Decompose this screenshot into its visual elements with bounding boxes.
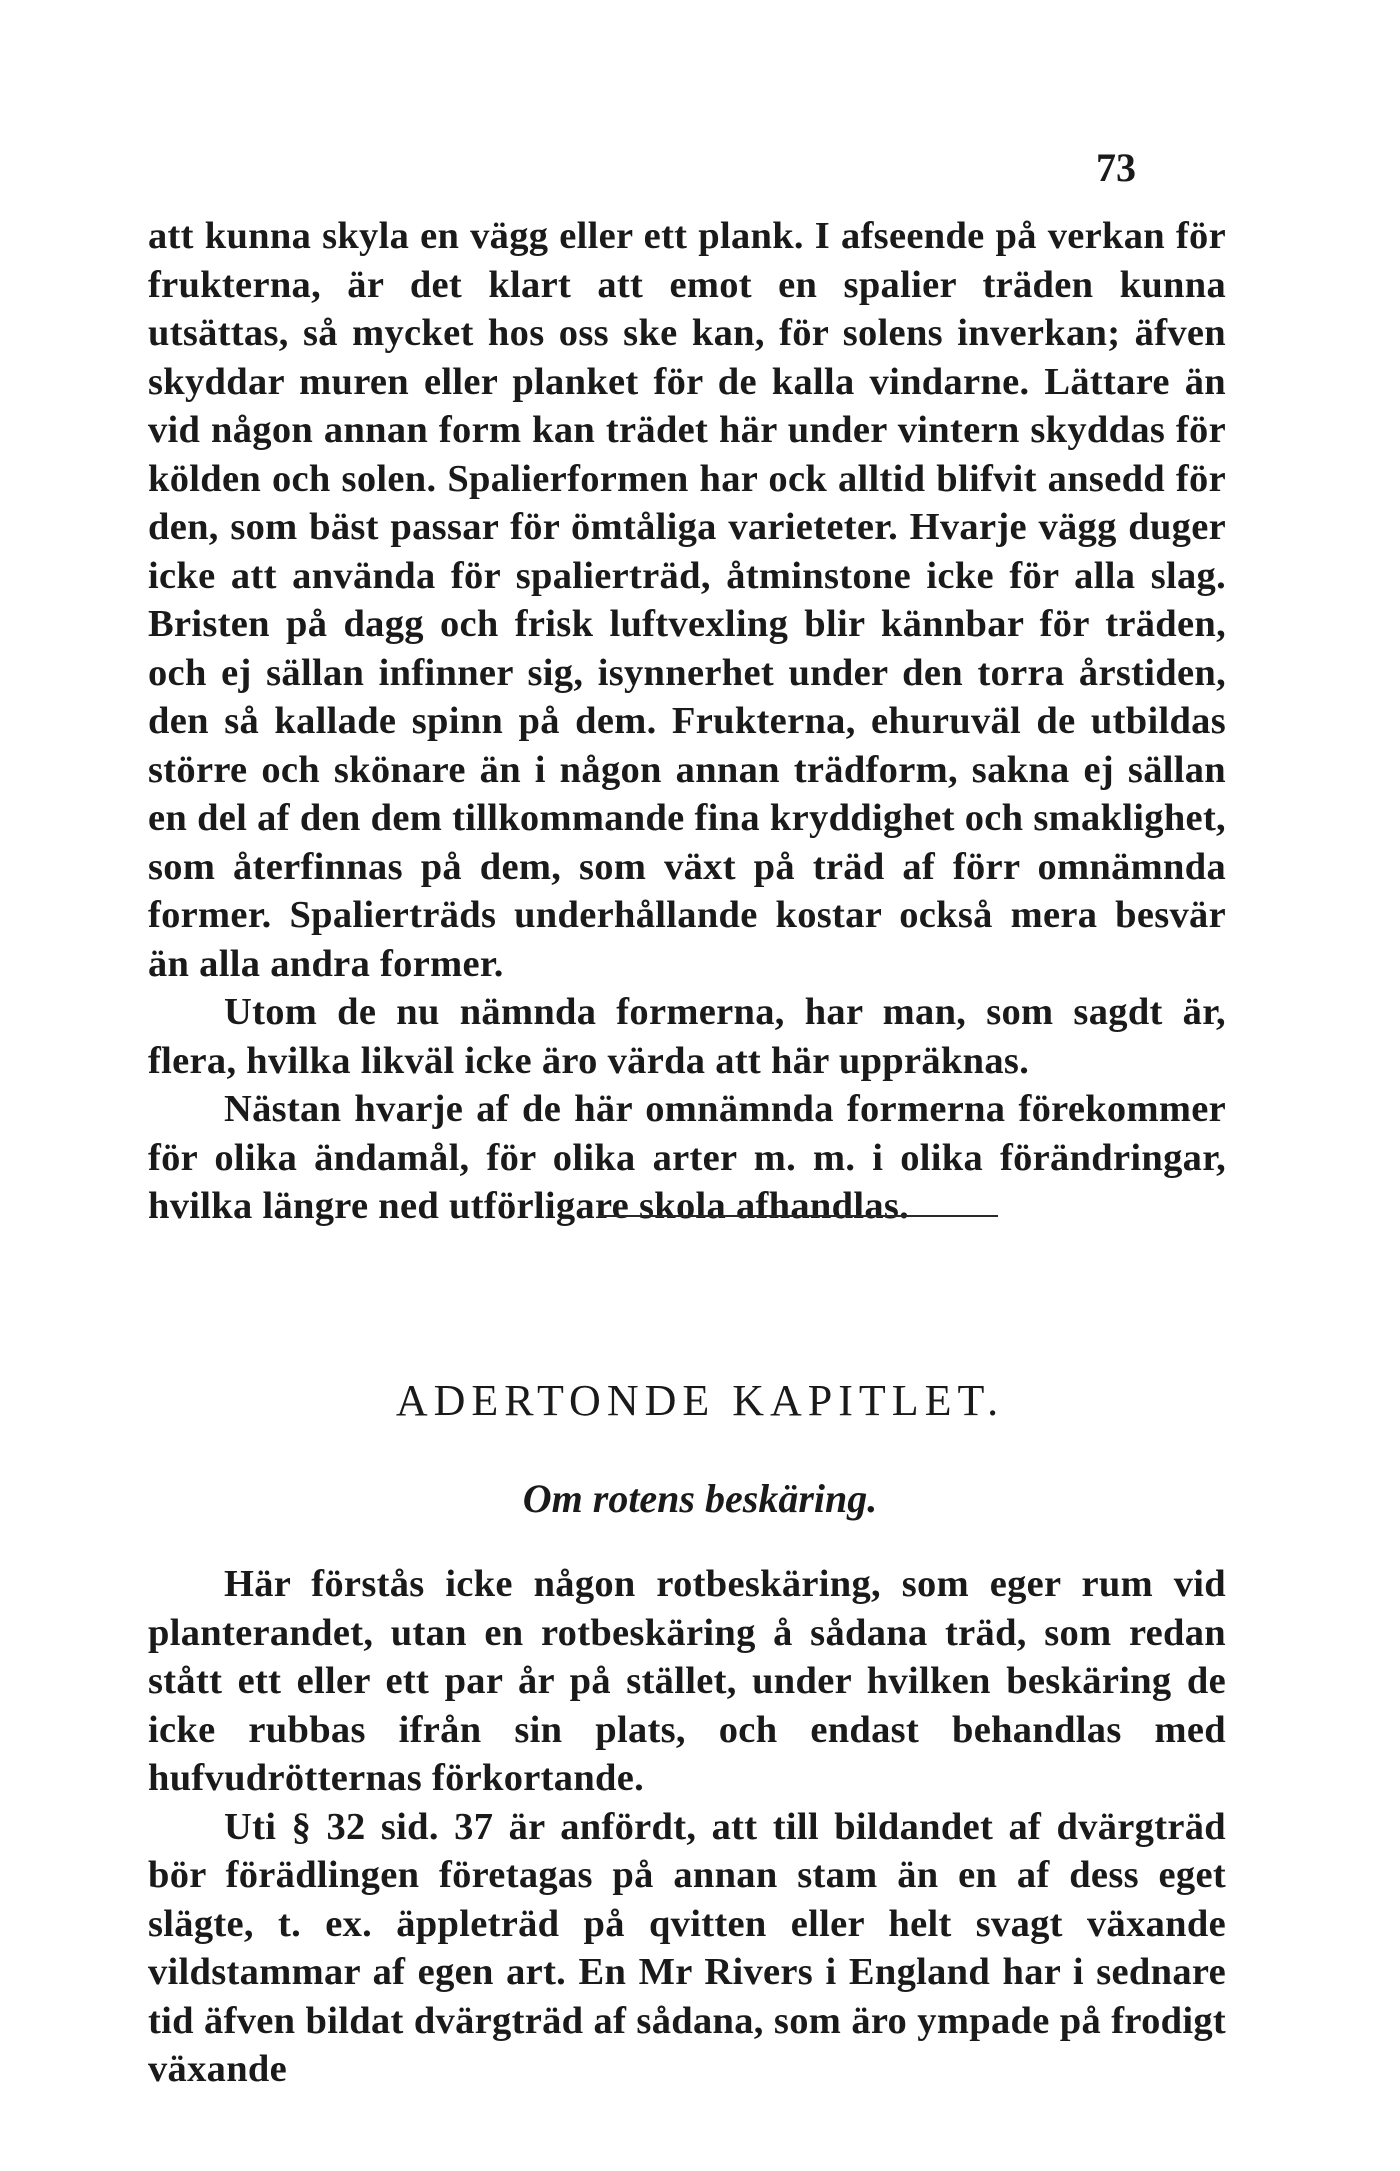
body-text-bottom bbox=[148, 1560, 1226, 2094]
paragraph: Här förstås icke någon rotbeskäring, som eger rum vid planterandet, utan en rotbeskäring å sådana träd, som redan stått ett eller ett par år på stället, under hvilken beskäring de icke rubbas ifrån sin plats, och endast behandlas med hufvudrötternas förkortande. bbox=[148, 1563, 1226, 1799]
paragraph: Uti § 32 sid. 37 är anfördt, att till bildandet af dvärgträd bör förädlingen företagas på annan stam än en af dess eget slägte, t. ex. äppleträd på qvitten eller helt svagt växande vildstammar af egen art. En Mr Rivers i England har i sednare tid äfven bildat dvärgträd af sådana, som äro ympade på frodigt växande bbox=[148, 1805, 1226, 2090]
chapter-heading: ADERTONDE KAPITLET. bbox=[395, 1376, 1005, 1425]
page-number: 73 bbox=[1096, 145, 1136, 190]
paragraph: Nästan hvarje af de här omnämnda formerna förekommer för olika ändamål, för olika arter m. m. i olika förändringar, hvilka längre ned utförligare skola afhandlas. bbox=[148, 1088, 1226, 1227]
section-divider bbox=[598, 1215, 998, 1217]
paragraph: att kunna skyla en vägg eller ett plank. I afseende på verkan för frukterna, är det klart att emot en spalier träden kunna utsättas, så mycket hos oss ske kan, för solens inverkan; äfven skyddar muren eller planket för de kalla vindarne. Lättare än vid någon annan form kan trädet här under vintern skyddas för kölden och solen. Spalierformen har ock alltid blifvit ansedd för den, som bäst passar för ömtåliga varieteter. Hvarje vägg duger icke att använda för spalierträd, åtminstone icke för alla slag. Bristen på dagg och frisk luftvexling blir kännbar för träden, och ej sällan infinner sig, isynnerhet under den torra årstiden, den så kallade spinn på dem. Frukterna, ehuruväl de utbildas större och skönare än i någon annan trädform, sakna ej sällan en del af den dem tillkommande fina kryddighet och smaklighet, som återfinnas på dem, som växt på träd af förr omnämnda former. Spalierträds underhållande kostar också mera besvär än alla andra former. bbox=[148, 215, 1226, 985]
paragraph: Utom de nu nämnda formerna, har man, som sagdt är, flera, hvilka likväl icke äro värda att här uppräknas. bbox=[148, 991, 1226, 1082]
chapter-subtitle: Om rotens beskäring. bbox=[522, 1476, 878, 1521]
body-text-top bbox=[148, 212, 1226, 1231]
